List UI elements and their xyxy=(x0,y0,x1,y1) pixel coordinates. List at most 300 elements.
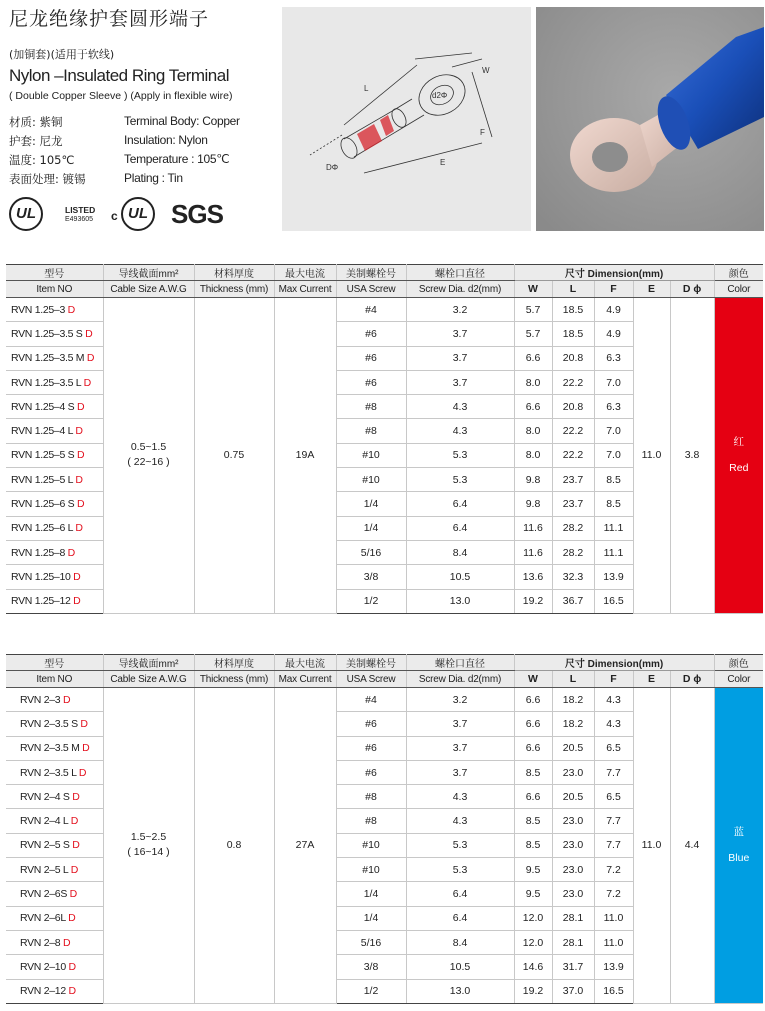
dim-f-cell: 4.9 xyxy=(594,322,633,346)
screw-dia-cell: 4.3 xyxy=(406,395,514,419)
dim-f-cell: 11.0 xyxy=(594,930,633,954)
item-suffix: D xyxy=(76,498,85,511)
item-number xyxy=(6,516,103,540)
dim-l-cell: 23.7 xyxy=(552,492,594,516)
header-cable-en: Cable Size A.W.G xyxy=(103,671,194,688)
header-current-cn: 最大电流 xyxy=(274,655,336,671)
dim-f-cell: 6.5 xyxy=(594,785,633,809)
dim-l-cell: 28.2 xyxy=(552,540,594,564)
dim-f-cell: 13.9 xyxy=(594,955,633,979)
usa-screw-cell: #8 xyxy=(336,785,406,809)
usa-screw-cell: #6 xyxy=(336,736,406,760)
dim-w-cell: 14.6 xyxy=(514,955,552,979)
screw-dia-cell: 3.7 xyxy=(406,322,514,346)
header-current-cn: 最大电流 xyxy=(274,265,336,281)
item-number xyxy=(6,858,103,882)
item-number xyxy=(6,540,103,564)
table-row xyxy=(6,688,763,712)
usa-screw-cell: #6 xyxy=(336,370,406,394)
dim-w-cell: 9.8 xyxy=(514,492,552,516)
dim-w-cell: 6.6 xyxy=(514,688,552,712)
thickness-cell: 0.75 xyxy=(194,298,274,614)
screw-dia-cell: 4.3 xyxy=(406,419,514,443)
dim-w-cell: 9.8 xyxy=(514,468,552,492)
dim-f-cell: 11.1 xyxy=(594,540,633,564)
spec-insulation-en: Insulation: Nylon xyxy=(124,133,208,147)
item-prefix: RVN 1.25–3.5 L xyxy=(11,376,84,389)
max-current-cell: 27A xyxy=(274,688,336,1004)
header-item-en: Item NO xyxy=(6,671,103,688)
cable-size: 1.5~2.5 xyxy=(130,831,167,844)
header-e: E xyxy=(633,671,670,688)
dim-w-cell: 5.7 xyxy=(514,298,552,322)
screw-dia-cell: 3.7 xyxy=(406,370,514,394)
title-chinese: 尼龙绝缘护套圆形端子 xyxy=(9,8,210,30)
item-prefix: RVN 2–5 S xyxy=(20,839,73,852)
cable-size-cell xyxy=(103,688,194,1004)
header-current-en: Max Current xyxy=(274,281,336,298)
header-color-cn: 颜色 xyxy=(714,655,763,671)
dim-l-cell: 18.2 xyxy=(552,688,594,712)
dim-w-cell: 11.6 xyxy=(514,540,552,564)
item-suffix: D xyxy=(68,960,76,973)
item-number xyxy=(6,979,103,1003)
item-suffix: D xyxy=(62,693,71,706)
subtitle-chinese: (加铜套)(适用于软线) xyxy=(9,48,115,61)
item-suffix: D xyxy=(72,790,80,803)
item-number xyxy=(6,955,103,979)
item-suffix: D xyxy=(76,449,85,462)
item-number xyxy=(6,322,103,346)
dim-l-cell: 37.0 xyxy=(552,979,594,1003)
screw-dia-cell: 5.3 xyxy=(406,443,514,467)
screw-dia-cell: 3.7 xyxy=(406,760,514,784)
dim-w-cell: 12.0 xyxy=(514,930,552,954)
item-number xyxy=(6,906,103,930)
item-suffix: D xyxy=(73,570,81,583)
dim-w-cell: 19.2 xyxy=(514,979,552,1003)
screw-dia-cell: 3.2 xyxy=(406,298,514,322)
item-suffix: D xyxy=(69,888,77,901)
drawing-label-e: E xyxy=(440,158,446,167)
header-usa-en: USA Screw xyxy=(336,281,406,298)
usa-screw-cell: 5/16 xyxy=(336,930,406,954)
usa-screw-cell: 1/4 xyxy=(336,882,406,906)
item-prefix: RVN 1.25–12 xyxy=(11,595,74,608)
dim-l-cell: 23.0 xyxy=(552,882,594,906)
header-dia-en: Screw Dia. d2(mm) xyxy=(406,281,514,298)
item-number xyxy=(6,419,103,443)
item-number xyxy=(6,688,103,712)
header-d: D ϕ xyxy=(670,671,714,688)
dim-f-cell: 7.2 xyxy=(594,882,633,906)
dim-w-cell: 19.2 xyxy=(514,589,552,613)
header-dimension: 尺寸 Dimension(mm) xyxy=(514,265,714,281)
cable-awg: ( 22~16 ) xyxy=(127,456,170,469)
header-item-cn: 型号 xyxy=(6,655,103,671)
dim-f-cell: 4.3 xyxy=(594,688,633,712)
drawing-label-w: W xyxy=(482,66,490,75)
item-suffix: D xyxy=(67,546,75,559)
item-number xyxy=(6,395,103,419)
cul-logo: UL xyxy=(121,197,155,231)
max-current-cell: 19A xyxy=(274,298,336,614)
usa-screw-cell: #10 xyxy=(336,443,406,467)
item-suffix: D xyxy=(82,742,90,755)
screw-dia-cell: 5.3 xyxy=(406,468,514,492)
dim-l-cell: 32.3 xyxy=(552,565,594,589)
technical-drawing xyxy=(282,7,531,231)
item-number xyxy=(6,589,103,613)
item-suffix: D xyxy=(86,352,95,365)
usa-screw-cell: 1/4 xyxy=(336,492,406,516)
dim-f-cell: 7.2 xyxy=(594,858,633,882)
dim-f-cell: 16.5 xyxy=(594,589,633,613)
screw-dia-cell: 6.4 xyxy=(406,516,514,540)
dim-l-cell: 22.2 xyxy=(552,370,594,394)
dim-l-cell: 18.5 xyxy=(552,322,594,346)
listed-number: E493605 xyxy=(65,216,94,223)
header-item-cn: 型号 xyxy=(6,265,103,281)
item-number xyxy=(6,468,103,492)
item-prefix: RVN 2–4 S xyxy=(20,790,73,803)
usa-screw-cell: #6 xyxy=(336,760,406,784)
header-color-en: Color xyxy=(714,671,763,688)
dim-w-cell: 6.6 xyxy=(514,712,552,736)
screw-dia-cell: 6.4 xyxy=(406,906,514,930)
drawing-label-d: DΦ xyxy=(326,163,339,172)
dim-f-cell: 4.9 xyxy=(594,298,633,322)
header-l: L xyxy=(552,281,594,298)
table-body-blue xyxy=(6,688,763,1004)
dim-w-cell: 6.6 xyxy=(514,736,552,760)
dim-f-cell: 6.3 xyxy=(594,346,633,370)
spec-material-en: Terminal Body: Copper xyxy=(124,114,240,128)
dim-f-cell: 11.0 xyxy=(594,906,633,930)
screw-dia-cell: 4.3 xyxy=(406,809,514,833)
item-suffix: D xyxy=(76,400,85,413)
usa-screw-cell: #4 xyxy=(336,298,406,322)
ul-logo: UL xyxy=(9,197,43,231)
item-prefix: RVN 2–3.5 M xyxy=(20,742,83,755)
dim-f-cell: 8.5 xyxy=(594,492,633,516)
dim-l-cell: 28.1 xyxy=(552,906,594,930)
header-l: L xyxy=(552,671,594,688)
item-prefix: RVN 2–6L xyxy=(20,912,69,925)
dim-w-cell: 9.5 xyxy=(514,882,552,906)
header-color-en: Color xyxy=(714,281,763,298)
screw-dia-cell: 13.0 xyxy=(406,589,514,613)
usa-screw-cell: 1/4 xyxy=(336,906,406,930)
dim-l-cell: 23.0 xyxy=(552,760,594,784)
dim-w-cell: 8.5 xyxy=(514,760,552,784)
dim-w-cell: 8.5 xyxy=(514,809,552,833)
spec-material-cn: 材质: 紫铜 xyxy=(9,115,63,129)
dim-f-cell: 7.7 xyxy=(594,809,633,833)
spec-temperature-cn: 温度: 105℃ xyxy=(9,153,75,167)
item-number xyxy=(6,712,103,736)
dim-w-cell: 11.6 xyxy=(514,516,552,540)
usa-screw-cell: #8 xyxy=(336,809,406,833)
table-row xyxy=(6,298,763,322)
item-number xyxy=(6,736,103,760)
dim-d-cell: 4.4 xyxy=(670,688,714,1004)
dim-w-cell: 13.6 xyxy=(514,565,552,589)
item-number xyxy=(6,833,103,857)
usa-screw-cell: #4 xyxy=(336,688,406,712)
dim-f-cell: 13.9 xyxy=(594,565,633,589)
item-prefix: RVN 2–6S xyxy=(20,888,70,901)
dim-f-cell: 7.0 xyxy=(594,370,633,394)
dim-l-cell: 18.5 xyxy=(552,298,594,322)
header-current-en: Max Current xyxy=(274,671,336,688)
screw-dia-cell: 8.4 xyxy=(406,930,514,954)
color-name-cn: 红 xyxy=(733,436,745,449)
header-dimension: 尺寸 Dimension(mm) xyxy=(514,655,714,671)
dim-f-cell: 8.5 xyxy=(594,468,633,492)
screw-dia-cell: 5.3 xyxy=(406,833,514,857)
dim-l-cell: 20.5 xyxy=(552,736,594,760)
item-prefix: RVN 1.25–6 L xyxy=(11,522,76,535)
thickness-cell: 0.8 xyxy=(194,688,274,1004)
item-number xyxy=(6,298,103,322)
header-usa-en: USA Screw xyxy=(336,671,406,688)
certification-logos xyxy=(9,193,269,233)
terminal-drawing-svg xyxy=(282,7,531,231)
screw-dia-cell: 3.7 xyxy=(406,346,514,370)
item-prefix: RVN 1.25–5 S xyxy=(11,449,77,462)
header-dia-cn: 螺栓口直径 xyxy=(406,655,514,671)
cable-size: 0.5~1.5 xyxy=(130,441,167,454)
screw-dia-cell: 10.5 xyxy=(406,565,514,589)
cable-size-cell xyxy=(103,298,194,614)
table-body-red xyxy=(6,298,763,614)
usa-screw-cell: #6 xyxy=(336,346,406,370)
dim-w-cell: 8.0 xyxy=(514,370,552,394)
dim-l-cell: 20.5 xyxy=(552,785,594,809)
dim-e-cell: 11.0 xyxy=(633,688,670,1004)
spec-plating-cn: 表面处理: 镀锡 xyxy=(9,172,86,186)
item-number xyxy=(6,882,103,906)
item-number xyxy=(6,443,103,467)
screw-dia-cell: 3.2 xyxy=(406,688,514,712)
item-prefix: RVN 1.25–3 xyxy=(11,303,68,316)
item-number xyxy=(6,370,103,394)
item-suffix: D xyxy=(72,839,80,852)
dim-f-cell: 16.5 xyxy=(594,979,633,1003)
dim-w-cell: 8.0 xyxy=(514,443,552,467)
spec-temperature-en: Temperature : 105℃ xyxy=(124,152,230,166)
dim-f-cell: 11.1 xyxy=(594,516,633,540)
usa-screw-cell: #6 xyxy=(336,322,406,346)
usa-screw-cell: 1/4 xyxy=(336,516,406,540)
dim-l-cell: 20.8 xyxy=(552,395,594,419)
usa-screw-cell: #10 xyxy=(336,468,406,492)
header-color-cn: 颜色 xyxy=(714,265,763,281)
drawing-label-d2: d2Φ xyxy=(432,91,448,100)
header-cable-cn: 导线截面mm² xyxy=(103,265,194,281)
header-cable-en: Cable Size A.W.G xyxy=(103,281,194,298)
item-prefix: RVN 1.25–8 xyxy=(11,546,68,559)
screw-dia-cell: 3.7 xyxy=(406,712,514,736)
header-dia-cn: 螺栓口直径 xyxy=(406,265,514,281)
color-swatch-cell xyxy=(714,688,763,1004)
header-thickness-en: Thickness (mm) xyxy=(194,281,274,298)
item-prefix: RVN 1.25–3.5 S xyxy=(11,327,86,340)
dim-f-cell: 4.3 xyxy=(594,712,633,736)
item-number xyxy=(6,785,103,809)
item-number xyxy=(6,760,103,784)
screw-dia-cell: 3.7 xyxy=(406,736,514,760)
usa-screw-cell: 1/2 xyxy=(336,979,406,1003)
item-suffix: D xyxy=(70,815,78,828)
dim-f-cell: 7.7 xyxy=(594,760,633,784)
dim-f-cell: 6.5 xyxy=(594,736,633,760)
usa-screw-cell: #10 xyxy=(336,858,406,882)
spec-insulation-cn: 护套: 尼龙 xyxy=(9,134,63,148)
spec-table-red xyxy=(6,264,763,614)
dim-w-cell: 5.7 xyxy=(514,322,552,346)
item-suffix: D xyxy=(78,766,87,779)
dim-l-cell: 28.1 xyxy=(552,930,594,954)
usa-screw-cell: 5/16 xyxy=(336,540,406,564)
header-item-en: Item NO xyxy=(6,281,103,298)
screw-dia-cell: 6.4 xyxy=(406,882,514,906)
dim-l-cell: 22.2 xyxy=(552,419,594,443)
item-suffix: D xyxy=(75,473,83,486)
header-e: E xyxy=(633,281,670,298)
color-name-cn: 蓝 xyxy=(733,826,745,839)
header-thickness-en: Thickness (mm) xyxy=(194,671,274,688)
dim-d-cell: 3.8 xyxy=(670,298,714,614)
dim-w-cell: 12.0 xyxy=(514,906,552,930)
terminal-photo-svg xyxy=(536,7,764,231)
item-prefix: RVN 2–8 xyxy=(20,936,63,949)
screw-dia-cell: 10.5 xyxy=(406,955,514,979)
item-prefix: RVN 2–3 xyxy=(20,693,63,706)
screw-dia-cell: 6.4 xyxy=(406,492,514,516)
item-suffix: D xyxy=(70,863,78,876)
item-prefix: RVN 2–5 L xyxy=(20,863,71,876)
drawing-label-f: F xyxy=(480,128,485,137)
item-prefix: RVN 2–12 xyxy=(20,985,69,998)
item-number xyxy=(6,565,103,589)
header-dia-en: Screw Dia. d2(mm) xyxy=(406,671,514,688)
item-suffix: D xyxy=(85,327,93,340)
cul-prefix: c xyxy=(111,209,118,223)
usa-screw-cell: #6 xyxy=(336,712,406,736)
dim-l-cell: 22.2 xyxy=(552,443,594,467)
header-usa-cn: 美制螺栓号 xyxy=(336,655,406,671)
item-prefix: RVN 2–3.5 S xyxy=(20,717,81,730)
item-suffix: D xyxy=(83,376,91,389)
dim-w-cell: 6.6 xyxy=(514,785,552,809)
item-prefix: RVN 2–4 L xyxy=(20,815,71,828)
dim-w-cell: 6.6 xyxy=(514,346,552,370)
item-suffix: D xyxy=(67,303,75,316)
usa-screw-cell: 1/2 xyxy=(336,589,406,613)
dim-l-cell: 23.0 xyxy=(552,833,594,857)
header-cable-cn: 导线截面mm² xyxy=(103,655,194,671)
header-usa-cn: 美制螺栓号 xyxy=(336,265,406,281)
item-prefix: RVN 1.25–10 xyxy=(11,570,74,583)
dim-w-cell: 9.5 xyxy=(514,858,552,882)
screw-dia-cell: 4.3 xyxy=(406,785,514,809)
item-suffix: D xyxy=(68,985,76,998)
item-suffix: D xyxy=(75,522,83,535)
header-f: F xyxy=(594,281,633,298)
dim-l-cell: 23.0 xyxy=(552,809,594,833)
item-suffix: D xyxy=(75,425,83,438)
spec-plating-en: Plating : Tin xyxy=(124,171,183,185)
dim-l-cell: 36.7 xyxy=(552,589,594,613)
cable-awg: ( 16~14 ) xyxy=(127,846,170,859)
item-prefix: RVN 1.25–4 S xyxy=(11,400,77,413)
dim-w-cell: 8.5 xyxy=(514,833,552,857)
usa-screw-cell: 3/8 xyxy=(336,565,406,589)
color-swatch-cell xyxy=(714,298,763,614)
item-suffix: D xyxy=(62,936,71,949)
usa-screw-cell: #8 xyxy=(336,419,406,443)
dim-l-cell: 23.0 xyxy=(552,858,594,882)
item-prefix: RVN 2–3.5 L xyxy=(20,766,79,779)
color-name-en: Blue xyxy=(728,852,750,865)
color-name-en: Red xyxy=(729,462,749,475)
dim-l-cell: 18.2 xyxy=(552,712,594,736)
product-photo xyxy=(536,7,764,231)
item-prefix: RVN 2–10 xyxy=(20,960,69,973)
dim-l-cell: 28.2 xyxy=(552,516,594,540)
screw-dia-cell: 5.3 xyxy=(406,858,514,882)
header-w: W xyxy=(514,671,552,688)
header-thickness-cn: 材料厚度 xyxy=(194,655,274,671)
screw-dia-cell: 13.0 xyxy=(406,979,514,1003)
title-english: Nylon –Insulated Ring Terminal xyxy=(9,66,229,85)
dim-e-cell: 11.0 xyxy=(633,298,670,614)
item-prefix: RVN 1.25–6 S xyxy=(11,498,77,511)
dim-w-cell: 6.6 xyxy=(514,395,552,419)
dim-f-cell: 7.0 xyxy=(594,419,633,443)
usa-screw-cell: #8 xyxy=(336,395,406,419)
dim-l-cell: 23.7 xyxy=(552,468,594,492)
header-thickness-cn: 材料厚度 xyxy=(194,265,274,281)
usa-screw-cell: #10 xyxy=(336,833,406,857)
header-f: F xyxy=(594,671,633,688)
usa-screw-cell: 3/8 xyxy=(336,955,406,979)
item-number xyxy=(6,346,103,370)
item-suffix: D xyxy=(73,595,81,608)
drawing-label-l: L xyxy=(364,84,369,93)
subtitle-english: ( Double Copper Sleeve ) (Apply in flexible wire) xyxy=(9,90,233,102)
item-number xyxy=(6,492,103,516)
header-d: D ϕ xyxy=(670,281,714,298)
spec-table-blue xyxy=(6,654,763,1004)
dim-l-cell: 31.7 xyxy=(552,955,594,979)
dim-f-cell: 7.7 xyxy=(594,833,633,857)
header-w: W xyxy=(514,281,552,298)
item-number xyxy=(6,930,103,954)
item-prefix: RVN 1.25–3.5 M xyxy=(11,352,87,365)
item-suffix: D xyxy=(68,912,76,925)
screw-dia-cell: 8.4 xyxy=(406,540,514,564)
dim-f-cell: 6.3 xyxy=(594,395,633,419)
item-number xyxy=(6,809,103,833)
listed-label: LISTED xyxy=(65,205,96,215)
item-prefix: RVN 1.25–4 L xyxy=(11,425,76,438)
sgs-logo: SGS xyxy=(171,199,223,229)
dim-f-cell: 7.0 xyxy=(594,443,633,467)
dim-w-cell: 8.0 xyxy=(514,419,552,443)
